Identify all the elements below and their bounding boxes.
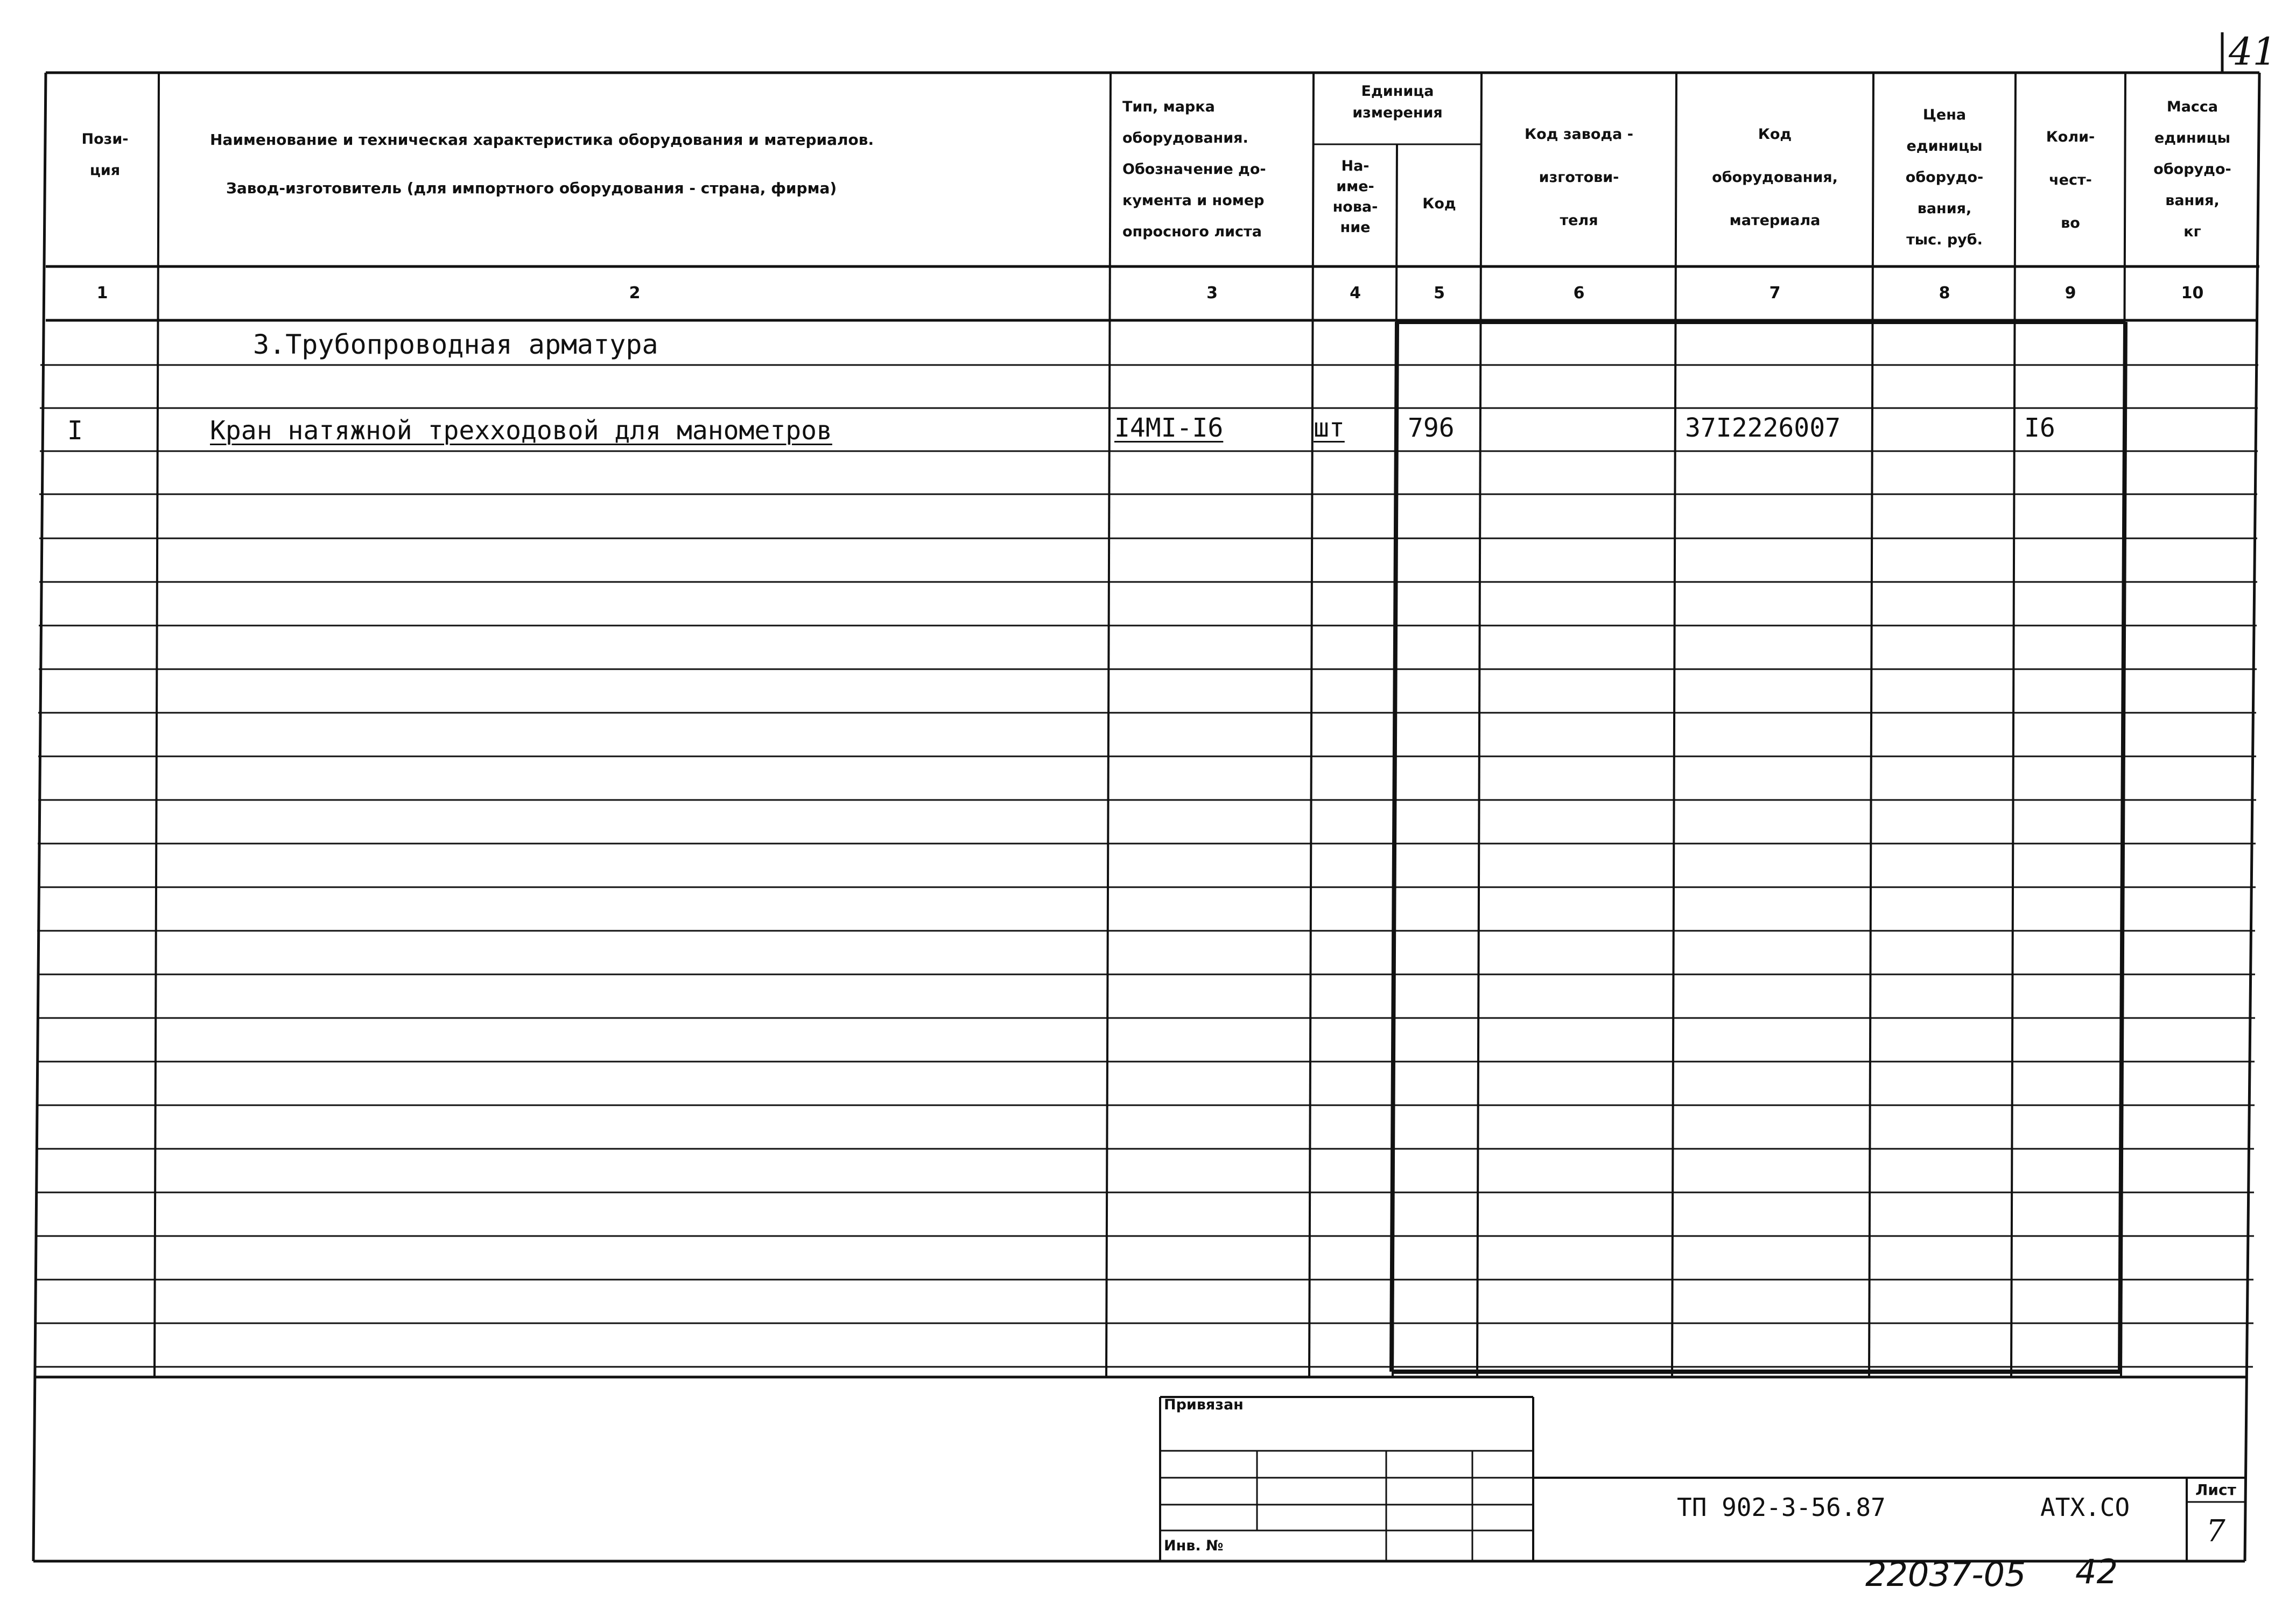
archive-number: 22037-05 — [1865, 1555, 2026, 1594]
row-type: I4MI-I6 — [1114, 413, 1224, 443]
header-factory-code: Код завода - изготови- теля — [1525, 126, 1633, 229]
column-number: 9 — [2065, 284, 2076, 303]
doc-mark: АТХ.СО — [2040, 1493, 2130, 1522]
page-number: 41 — [2229, 30, 2277, 74]
column-number: 10 — [2181, 284, 2204, 303]
stamp-linked-label: Привязан — [1164, 1396, 1244, 1413]
header-name: Наименование и техническая характеристика оборудования и материалов. Завод-изготовитель (для импортного оборудования - страна, фирма) — [210, 131, 874, 197]
header-type: Тип, марка оборудования. Обозначение до- кумента и номер опросного листа — [1122, 99, 1266, 240]
row-position: I — [67, 416, 83, 446]
row-name: Кран натяжной трехходовой для манометров — [210, 416, 832, 446]
column-number: 8 — [1939, 284, 1950, 303]
header-mass: Масса единицы оборудо- вания, кг — [2153, 99, 2231, 240]
section-title: 3.Трубопроводная арматура — [253, 329, 658, 360]
header-unit-name: На- име- нова- ние — [1332, 158, 1378, 236]
header-position: Пози- ция — [81, 131, 129, 179]
page-mark: 42 — [2075, 1552, 2118, 1591]
doc-code: ТП 902-3-56.87 — [1677, 1493, 1886, 1522]
column-number: 3 — [1206, 284, 1218, 303]
header-unit-code: Код — [1422, 195, 1456, 212]
row-unit: шт — [1314, 413, 1345, 443]
row-equipment-code: 37I2226007 — [1685, 413, 1841, 443]
header-equipment-code: Код оборудования, материала — [1712, 126, 1838, 229]
sheet-number: 7 — [2206, 1514, 2225, 1549]
column-number: 1 — [96, 284, 108, 303]
header-quantity: Коли- чест- во — [2046, 129, 2095, 231]
column-number: 4 — [1350, 284, 1361, 303]
header-price: Цена единицы оборудо- вания, тыс. руб. — [1905, 107, 1984, 248]
column-number: 7 — [1769, 284, 1781, 303]
header-unit-group: Единица измерения — [1352, 83, 1443, 121]
row-unit-code: 796 — [1408, 413, 1455, 443]
column-number: 6 — [1573, 284, 1585, 303]
stamp-inv-label: Инв. № — [1164, 1537, 1224, 1554]
row-quantity: I6 — [2024, 413, 2055, 443]
column-number: 2 — [629, 284, 641, 303]
sheet-label: Лист — [2195, 1481, 2236, 1499]
column-number: 5 — [1434, 284, 1445, 303]
